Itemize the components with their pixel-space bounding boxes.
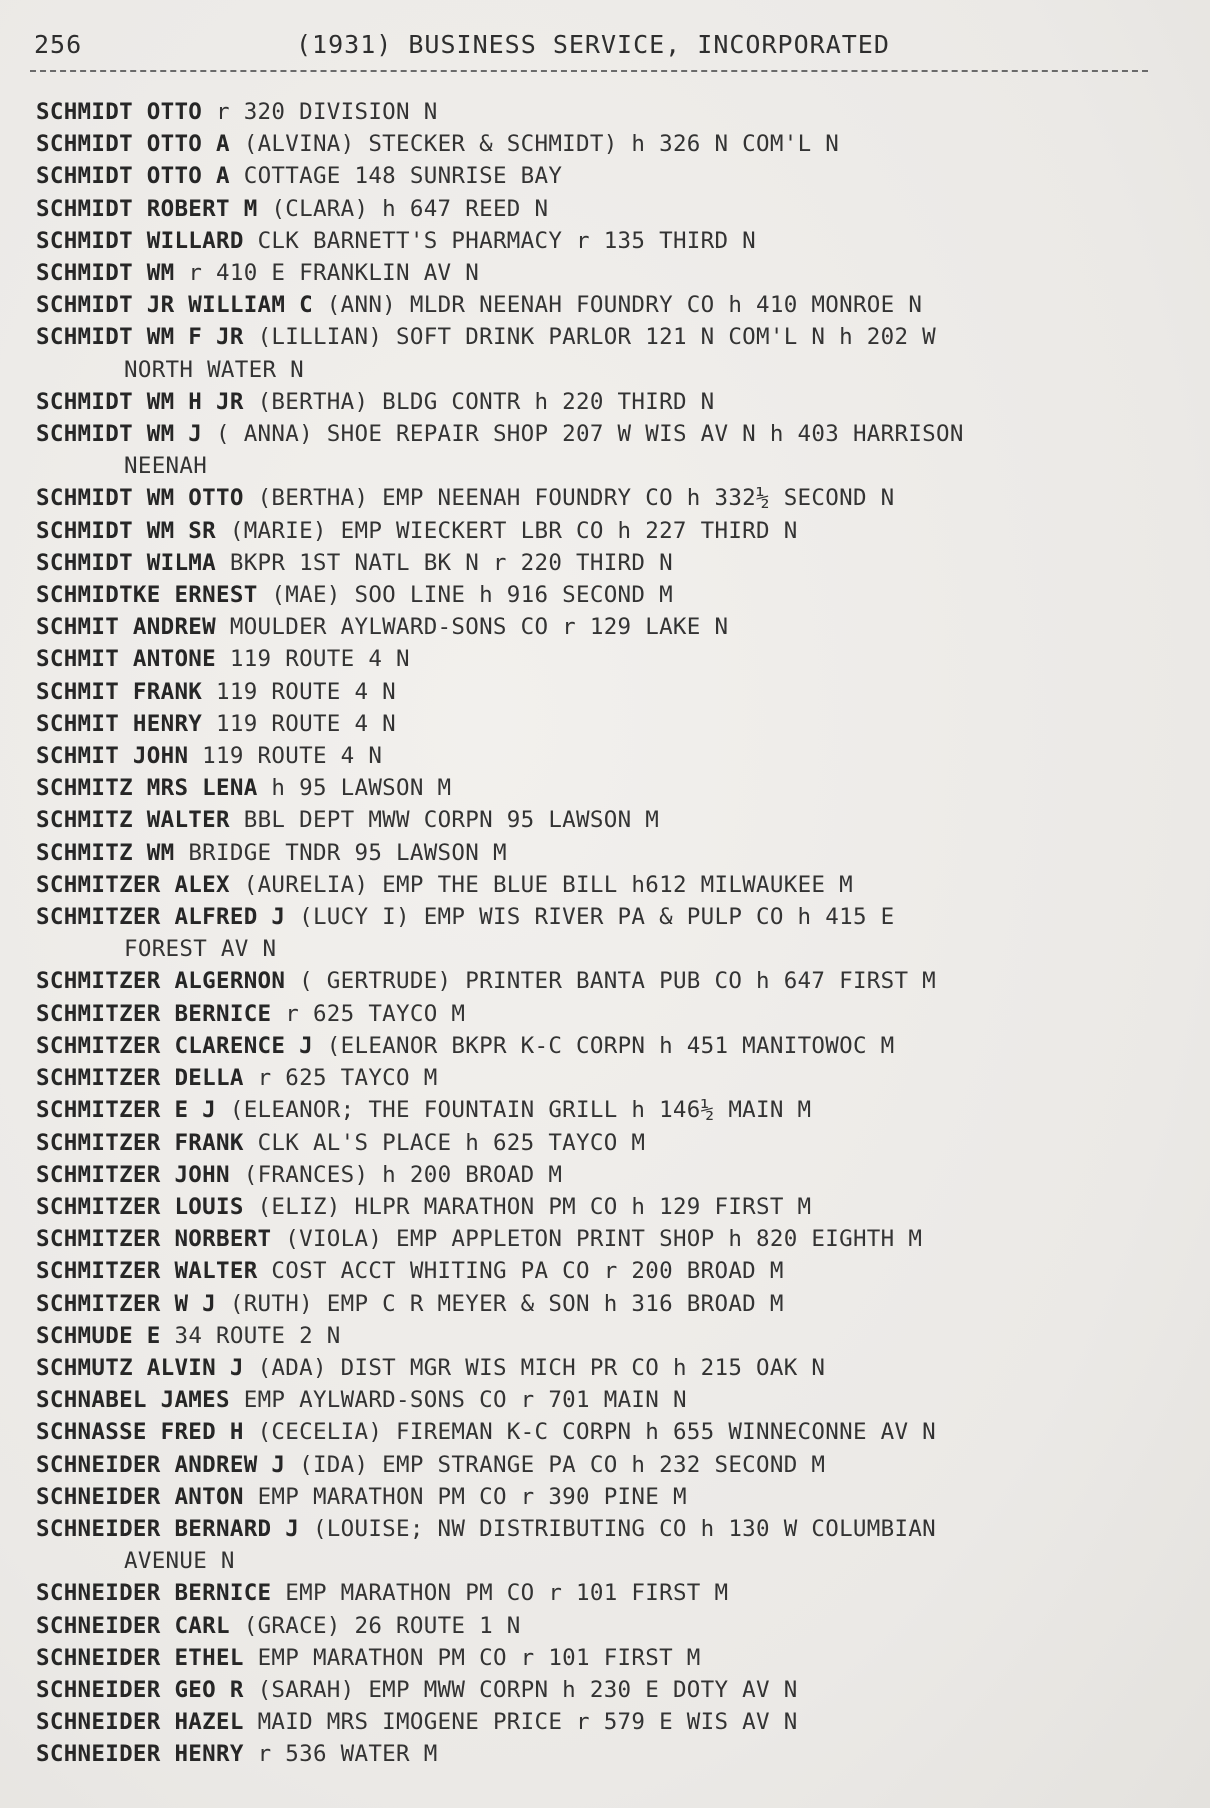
entry-details: (FRANCES) h 200 BROAD M	[243, 1161, 563, 1188]
directory-entry	[36, 160, 1196, 192]
entry-name: SCHMIDT OTTO	[36, 99, 203, 125]
entry-name: SCHMIDT WM F JR	[36, 324, 244, 351]
entry-name: SCHMIDTKE ERNEST	[36, 582, 258, 609]
entry-details: 34 ROUTE 2 N	[174, 1322, 341, 1349]
entry-name: SCHMITZER E J	[36, 1097, 216, 1124]
entry-name: SCHMIDT OTTO A	[36, 163, 230, 190]
entry-name: SCHMIDT ROBERT M	[36, 195, 258, 222]
entry-details: r 320 DIVISION N	[216, 99, 438, 125]
entry-details: 119 ROUTE 4 N	[202, 743, 383, 770]
entry-details: (RUTH) EMP C R MEYER & SON h 316 BROAD M	[229, 1290, 784, 1317]
entry-details: 119 ROUTE 4 N	[216, 710, 397, 737]
directory-entry	[36, 289, 1196, 321]
directory-entry	[36, 1577, 1196, 1609]
entry-details: CLK AL'S PLACE h 625 TAYCO M	[257, 1129, 646, 1156]
entry-name: SCHMUDE E	[36, 1322, 161, 1349]
entry-details: r 410 E FRANKLIN AV N	[188, 260, 480, 287]
entry-details: EMP MARATHON PM CO r 390 PINE M	[257, 1483, 687, 1510]
entry-name: SCHMIDT WM SR	[36, 517, 216, 544]
directory-entry	[36, 1449, 1196, 1481]
entry-name: SCHNABEL JAMES	[36, 1387, 230, 1414]
entry-name: SCHMIDT OTTO A	[36, 131, 230, 158]
entry-details: (MARIE) EMP WIECKERT LBR CO h 227 THIRD N	[229, 517, 798, 544]
directory-entry	[36, 547, 1196, 579]
entry-name: SCHMITZER NORBERT	[36, 1226, 272, 1253]
entry-name: SCHMIT HENRY	[36, 710, 203, 737]
entry-details: (AURELIA) EMP THE BLUE BILL h612 MILWAUKEE M	[243, 871, 853, 898]
entry-details: (VIOLA) EMP APPLETON PRINT SHOP h 820 EIGHTH M	[285, 1226, 923, 1253]
entry-name: SCHNEIDER GEO R	[36, 1676, 244, 1703]
directory-entry	[36, 772, 1196, 804]
entry-continuation: NORTH WATER N	[124, 356, 304, 383]
directory-entry	[36, 837, 1196, 869]
entry-details: h 95 LAWSON M	[271, 775, 452, 802]
entry-details: (ADA) DIST MGR WIS MICH PR CO h 215 OAK N	[257, 1354, 826, 1381]
entry-details: COST ACCT WHITING PA CO r 200 BROAD M	[271, 1258, 784, 1285]
directory-entry	[36, 708, 1196, 740]
entry-details: 119 ROUTE 4 N	[229, 646, 410, 673]
directory-entry	[36, 740, 1196, 772]
entry-name: SCHMITZ WALTER	[36, 807, 230, 834]
directory-entry	[36, 482, 1196, 514]
entry-details: (ELEANOR; THE FOUNTAIN GRILL h 146½ MAIN M	[229, 1097, 812, 1124]
directory-entry	[36, 225, 1196, 257]
directory-entry	[36, 676, 1196, 708]
entry-details: BRIDGE TNDR 95 LAWSON M	[188, 839, 507, 866]
directory-entry	[36, 1738, 1196, 1770]
directory-entry	[36, 1030, 1196, 1062]
directory-entry	[36, 1223, 1196, 1255]
entry-name: SCHMITZ WM	[36, 839, 175, 866]
entry-name: SCHMITZ MRS LENA	[36, 775, 258, 802]
header-rule	[30, 70, 1148, 72]
entry-continuation: FOREST AV N	[124, 936, 277, 963]
directory-entry	[36, 128, 1196, 160]
entry-name: SCHMIDT WILMA	[36, 549, 216, 576]
entry-details: (IDA) EMP STRANGE PA CO h 232 SECOND M	[299, 1451, 826, 1478]
directory-entry	[36, 1642, 1196, 1674]
directory-entry	[36, 869, 1196, 901]
entry-details: (ELIZ) HLPR MARATHON PM CO h 129 FIRST M	[257, 1193, 812, 1220]
entry-name: SCHNEIDER HENRY	[36, 1741, 244, 1768]
entry-details: EMP MARATHON PM CO r 101 FIRST M	[257, 1644, 701, 1671]
directory-entry	[36, 1288, 1196, 1320]
entry-details: COTTAGE 148 SUNRISE BAY	[243, 163, 563, 190]
entry-details: (LUCY I) EMP WIS RIVER PA & PULP CO h 415 E	[299, 904, 895, 931]
entry-details: (SARAH) EMP MWW CORPN h 230 E DOTY AV N	[257, 1676, 798, 1703]
entry-details: MAID MRS IMOGENE PRICE r 579 E WIS AV N	[257, 1709, 798, 1736]
directory-entry	[36, 1610, 1196, 1642]
entry-details: (LILLIAN) SOFT DRINK PARLOR 121 N COM'L N h 202 W	[257, 324, 937, 351]
directory-entry	[36, 386, 1196, 418]
entry-name: SCHMUTZ ALVIN J	[36, 1354, 244, 1381]
entry-details: (GRACE) 26 ROUTE 1 N	[243, 1612, 521, 1639]
entry-name: SCHNEIDER ANTON	[36, 1483, 244, 1510]
entry-name: SCHNEIDER BERNICE	[36, 1580, 272, 1607]
directory-entry	[36, 579, 1196, 611]
entry-name: SCHMIDT WM J	[36, 421, 203, 448]
entry-name: SCHMIDT WILLARD	[36, 227, 244, 254]
directory-entry	[36, 1384, 1196, 1416]
entry-name: SCHNEIDER ANDREW J	[36, 1451, 286, 1478]
entry-details: (ALVINA) STECKER & SCHMIDT) h 326 N COM'L N	[243, 131, 840, 158]
entry-name: SCHMITZER DELLA	[36, 1065, 244, 1092]
directory-entry	[36, 1094, 1196, 1126]
entry-details: (MAE) SOO LINE h 916 SECOND M	[271, 582, 673, 609]
directory-entry	[36, 901, 1196, 933]
entry-name: SCHNEIDER ETHEL	[36, 1644, 244, 1671]
entry-details: (BERTHA) BLDG CONTR h 220 THIRD N	[257, 388, 715, 415]
entry-details: (LOUISE; NW DISTRIBUTING CO h 130 W COLUMBIAN	[312, 1515, 937, 1542]
directory-entries	[36, 96, 1196, 1771]
directory-entry	[36, 257, 1196, 289]
entry-details: r 625 TAYCO M	[285, 1000, 466, 1027]
directory-entry	[36, 1191, 1196, 1223]
entry-name: SCHMITZER LOUIS	[36, 1193, 244, 1220]
directory-entry	[36, 1481, 1196, 1513]
entry-name: SCHMIDT JR WILLIAM C	[36, 292, 313, 319]
entry-name: SCHMITZER JOHN	[36, 1161, 230, 1188]
entry-name: SCHMITZER WALTER	[36, 1258, 258, 1285]
page-header	[34, 24, 1154, 66]
entry-name: SCHMITZER ALGERNON	[36, 968, 286, 995]
directory-entry	[36, 1062, 1196, 1094]
entry-name: SCHMIT JOHN	[36, 743, 189, 770]
entry-details: EMP AYLWARD-SONS CO r 701 MAIN N	[243, 1387, 687, 1414]
directory-entry	[36, 965, 1196, 997]
entry-details: 119 ROUTE 4 N	[216, 678, 397, 705]
entry-details: MOULDER AYLWARD-SONS CO r 129 LAKE N	[229, 614, 729, 641]
entry-details: (CECELIA) FIREMAN K-C CORPN h 655 WINNECONNE AV N	[257, 1419, 937, 1446]
directory-entry	[36, 1159, 1196, 1191]
entry-details: EMP MARATHON PM CO r 101 FIRST M	[285, 1580, 729, 1607]
entry-name: SCHMIDT WM	[36, 260, 175, 287]
entry-name: SCHMITZER CLARENCE J	[36, 1032, 313, 1059]
page-number: 256	[34, 30, 83, 59]
entry-details: BBL DEPT MWW CORPN 95 LAWSON M	[243, 807, 660, 834]
entry-name: SCHNASSE FRED H	[36, 1419, 244, 1446]
running-head: (1931) BUSINESS SERVICE, INCORPORATED	[296, 30, 890, 59]
entry-details: (ANN) MLDR NEENAH FOUNDRY CO h 410 MONROE N	[326, 292, 923, 319]
entry-name: SCHMITZER FRANK	[36, 1129, 244, 1156]
directory-entry	[36, 96, 1196, 128]
directory-entry	[36, 1416, 1196, 1448]
entry-details: ( GERTRUDE) PRINTER BANTA PUB CO h 647 FIRST M	[299, 968, 937, 995]
entry-details: r 536 WATER M	[257, 1741, 438, 1768]
entry-details: CLK BARNETT'S PHARMACY r 135 THIRD N	[257, 227, 757, 254]
directory-entry	[36, 998, 1196, 1030]
entry-name: SCHMIT ANDREW	[36, 614, 216, 641]
entry-details: (BERTHA) EMP NEENAH FOUNDRY CO h 332½ SECOND N	[257, 485, 895, 512]
directory-entry	[36, 418, 1196, 450]
entry-name: SCHMIDT WM OTTO	[36, 485, 244, 512]
entry-name: SCHMITZER BERNICE	[36, 1000, 272, 1027]
entry-name: SCHMIT FRANK	[36, 678, 203, 705]
directory-entry	[36, 515, 1196, 547]
entry-name: SCHMIDT WM H JR	[36, 388, 244, 415]
entry-name: SCHMITZER W J	[36, 1290, 216, 1317]
directory-entry	[36, 1127, 1196, 1159]
directory-entry	[36, 321, 1196, 353]
entry-name: SCHMIT ANTONE	[36, 646, 216, 673]
directory-entry	[36, 611, 1196, 643]
entry-details: ( ANNA) SHOE REPAIR SHOP 207 W WIS AV N h 403 HARRISON	[216, 421, 964, 448]
entry-continuation: NEENAH	[124, 453, 208, 480]
directory-entry	[36, 1706, 1196, 1738]
directory-entry	[36, 193, 1196, 225]
directory-entry	[36, 1674, 1196, 1706]
directory-entry	[36, 804, 1196, 836]
entry-details: (CLARA) h 647 REED N	[271, 195, 549, 222]
directory-entry	[36, 643, 1196, 675]
directory-entry	[36, 1513, 1196, 1545]
entry-details: r 625 TAYCO M	[257, 1065, 438, 1092]
directory-entry	[36, 1352, 1196, 1384]
directory-entry	[36, 1320, 1196, 1352]
directory-entry	[36, 1255, 1196, 1287]
entry-name: SCHNEIDER BERNARD J	[36, 1515, 300, 1542]
entry-name: SCHMITZER ALFRED J	[36, 904, 286, 931]
entry-name: SCHNEIDER CARL	[36, 1612, 230, 1639]
entry-details: (ELEANOR BKPR K-C CORPN h 451 MANITOWOC M	[326, 1032, 895, 1059]
entry-name: SCHNEIDER HAZEL	[36, 1709, 244, 1736]
entry-details: BKPR 1ST NATL BK N r 220 THIRD N	[229, 549, 673, 576]
entry-name: SCHMITZER ALEX	[36, 871, 230, 898]
entry-continuation: AVENUE N	[124, 1548, 235, 1575]
